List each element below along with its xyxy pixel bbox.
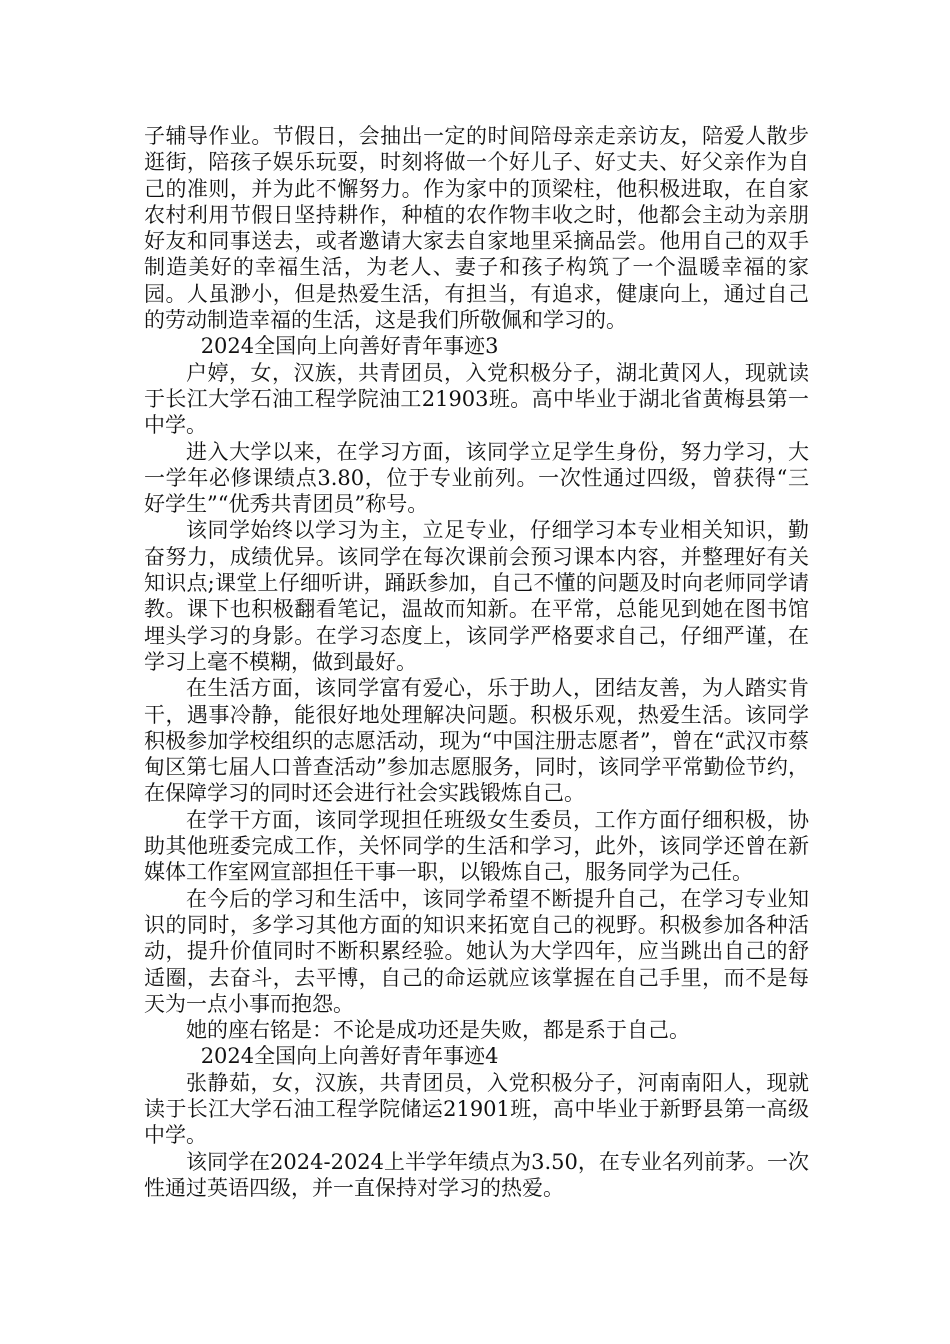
paragraph-intro-4: 张静茹，女，汉族，共青团员，入党积极分子，河南南阳人，现就读于长江大学石油工程学院储运21901班，高中毕业于新野县第一高级中学。: [144, 1070, 809, 1148]
document-page: [144, 123, 809, 1201]
paragraph-study-4: 该同学在2024-2024上半学年绩点为3.50，在专业名列前茅。一次性通过英语四级，并一直保持对学习的热爱。: [144, 1149, 809, 1200]
paragraph-future-3: 在今后的学习和生活中，该同学希望不断提升自己，在学习专业知识的同时，多学习其他方面的知识来拓宽自己的视野。积极参加各种活动，提升价值同时不断积累经验。她认为大学四年，应当跳出自己的舒适圈，去奋斗，去平博，自己的命运就应该掌握在自己手里，而不是每天为一点小事而抱怨。: [144, 886, 809, 1016]
paragraph-cadre-3: 在学干方面，该同学现担任班级女生委员，工作方面仔细积极，协助其他班委完成工作，关怀同学的生活和学习，此外，该同学还曾在新媒体工作室网宣部担任干事一职，以锻炼自己，服务同学为己任。: [144, 807, 809, 885]
paragraph-motto-3: 她的座右铭是：不论是成功还是失败，都是系于自己。: [186, 1018, 690, 1043]
section-heading-4: 2024全国向上向善好青年事迹4: [200, 1044, 499, 1069]
paragraph-study-detail-3: 该同学始终以学习为主，立足专业，仔细学习本专业相关知识，勤奋努力，成绩优异。该同学在每次课前会预习课本内容，并整理好有关知识点;课堂上仔细听讲，踊跃参加，自己不懂的问题及时向老师同学请教。课下也积极翻看笔记，温故而知新。在平常，总能见到她在图书馆埋头学习的身影。在学习态度上，该同学严格要求自己，仔细严谨，在学习上毫不模糊，做到最好。: [144, 518, 809, 674]
paragraph-continuation: 子辅导作业。节假日，会抽出一定的时间陪母亲走亲访友，陪爱人散步逛街，陪孩子娱乐玩耍，时刻将做一个好儿子、好丈夫、好父亲作为自己的准则，并为此不懈努力。作为家中的顶梁柱，他积极进取，在自家农村利用节假日坚持耕作，种植的农作物丰收之时，他都会主动为亲朋好友和同事送去，或者邀请大家去自家地里采摘品尝。他用自己的双手制造美好的幸福生活，为老人、妻子和孩子构筑了一个温暖幸福的家园。人虽渺小，但是热爱生活，有担当，有追求，健康向上，通过自己的劳动制造幸福的生活，这是我们所敬佩和学习的。: [144, 124, 809, 333]
paragraph-life-3: 在生活方面，该同学富有爱心，乐于助人，团结友善，为人踏实肯干，遇事冷静，能很好地处理解决问题。积极乐观，热爱生活。该同学积极参加学校组织的志愿活动，现为“中国注册志愿者”，曾在“武汉市蔡甸区第七届人口普查活动”参加志愿服务，同时，该同学平常勤俭节约，在保障学习的同时还会进行社会实践锻炼自己。: [144, 676, 809, 806]
paragraph-study-overview-3: 进入大学以来，在学习方面，该同学立足学生身份，努力学习，大一学年必修课绩点3.80，位于专业前列。一次性通过四级，曾获得“三好学生”“优秀共青团员”称号。: [144, 439, 809, 517]
section-heading-3: 2024全国向上向善好青年事迹3: [200, 334, 499, 359]
paragraph-intro-3: 户婷，女，汉族，共青团员，入党积极分子，湖北黄冈人，现就读于长江大学石油工程学院油工21903班。高中毕业于湖北省黄梅县第一中学。: [144, 360, 809, 438]
